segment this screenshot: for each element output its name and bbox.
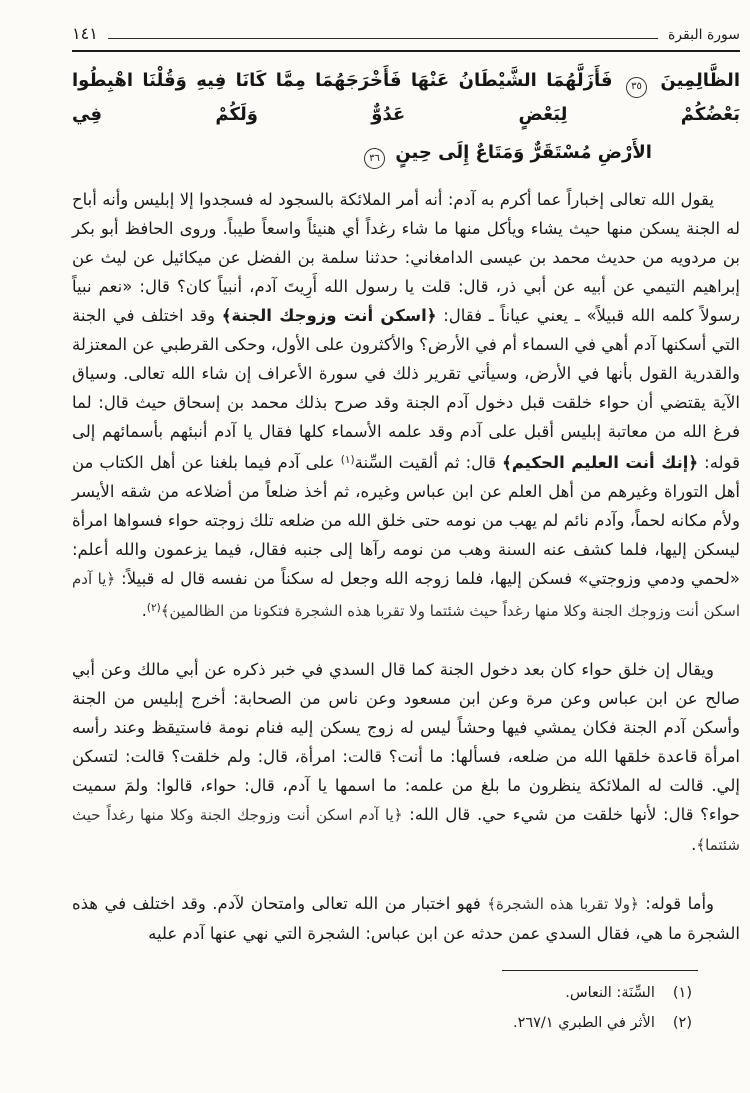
ayah-number: ٣٥ bbox=[631, 81, 642, 92]
paragraph bbox=[72, 655, 740, 860]
footnotes-list bbox=[72, 979, 740, 1038]
footnote-ref: (٢) bbox=[146, 602, 161, 614]
body-text: ويقال إن خلق حواء كان بعد دخول الجنة كما قال السدي في خبر ذكره عن أبي مالك وعن أبي صالح عن ابن عباس وعن مرة وعن ابن مسعود وعن ناس من الصحابة: أخرج إبليس من الجنة وأسكن آدم الجنة فكان يمشي فيها وحشاً ليس له زوج يسكن إليه فنام نومة فاستيقظ وعند رأسه امرأة قاعدة خلقها الله من ضلعه، فسألها: ما أنت؟ قالت: امرأة، قال: ولم خلقت؟ قالت: لتسكن إلي. قالت له الملائكة ينظرون ما بلغ من علمه: ما اسمها يا آدم، قال: حواء، قالوا: ولمَ سميت حواء؟ قال: لأنها خلقت من شيء حي. قال الله: bbox=[72, 660, 741, 824]
body-text: على آدم فيما بلغنا عن أهل الكتاب من أهل التوراة وغيرهم من أهل العلم عن ابن عباس وغيره، ثم أخذ ضلعاً من أضلاعه من شقه الأيسر ولأم مكانه لحماً، وآدم نائم لم يهب من نومه حتى خلق الله من ضلعه تلك زوجته حواء فسواها امرأة ليسكن إليها، فلما كشف عنه السنة وهب من نومه رآها إلى جنبه فقال، فيما يزعمون والله أعلم: «لحمي ودمي وزوجتي» فسكن إليها، فلما زوجه الله وجعل له سكناً من نفسه قال له قبيلاً: bbox=[72, 453, 740, 588]
body-text: . bbox=[691, 835, 697, 854]
page-number: ١٤١ bbox=[72, 24, 98, 43]
footnote-separator bbox=[502, 970, 698, 971]
footnote-number: (١) bbox=[672, 985, 692, 1001]
body-text: وقد اختلف في الجنة التي أسكنها آدم أهي في السماء أم في الأرض؟ والأكثرون على الأول، وحكى القرطبي عن المعتزلة والقدرية القول بأنها في الأرض، وسيأتي تقرير ذلك في سورة الأعراف إن شاء الله تعالى. وسياق الآية يقتضي أن حواء خلقت قبل دخول آدم الجنة وقد صرح بذلك محمد بن إسحاق حيث قال: لما فرغ الله من معاتبة إبليس أقبل على آدم وقد علمه الأسماء كلها فقال يا آدم أنبئهم بأسمائهم إلى قوله: bbox=[72, 306, 740, 472]
verse-text: فَأَزَلَّهُمَا الشَّيْطَانُ عَنْهَا فَأَخْرَجَهُمَا مِمَّا كَانَا فِيهِ وَقُلْنَا اهْبِطُوا بَعْضُكُمْ لِبَعْضٍ عَدُوٌّ وَلَكُمْ فِي bbox=[72, 70, 740, 125]
quran-quote: ﴿يا آدم اسكن أنت وزوجك الجنة وكلا منها رغداً حيث شئتما﴾ bbox=[72, 806, 740, 854]
surah-title: سورة البقرة bbox=[667, 27, 740, 43]
verse-line-1 bbox=[72, 64, 740, 131]
header-rule-thick bbox=[72, 50, 740, 52]
footnote-text: السِّنَة: النعاس. bbox=[565, 985, 655, 1001]
footnote bbox=[72, 979, 692, 1009]
footnote-text: الأثر في الطبري ٢٦٧/١. bbox=[512, 1014, 655, 1031]
verse-text: الظَّالِمِينَ bbox=[660, 70, 740, 91]
body-text: قال: ثم ألقيت السِّنة bbox=[354, 453, 503, 472]
body-text: يقول الله تعالى إخباراً عما أكرم به آدم: أنه أمر الملائكة بالسجود له فسجدوا إلا إبليس وأنه أباح له الجنة يسكن منها حيث يشاء ويأكل منها ما شاء رغداً أي هنيئاً واسعاً طيباً. وروى الحافظ أبو بكر بن مردويه من حديث محمد بن عيسى الدامغاني: حدثنا سلمة بن الفضل عن ميكائيل عن ليث عن إبراهيم التيمي عن أبيه عن أبي ذر، قال: قلت يا رسول الله أَرِيتَ آدم، أنبياً كان؟ قال: «نعم نبياً رسولاً كلمه الله قبيلاً» ـ يعني عياناً ـ فقال: bbox=[72, 190, 740, 325]
ayah-number-medallion bbox=[364, 148, 385, 169]
quran-quote: ﴿إنك أنت العليم الحكيم﴾ bbox=[502, 453, 699, 472]
body-text: . bbox=[141, 601, 147, 620]
paragraph bbox=[72, 185, 740, 626]
page-header bbox=[72, 24, 740, 43]
quran-quote: ﴿يا آدم اسكن أنت وزوجك الجنة وكلا منها رغداً حيث شئتما ولا تقربا هذه الشجرة فتكونا من الظالمين﴾ bbox=[72, 570, 740, 620]
header-rule-thin bbox=[108, 38, 658, 39]
quran-quote: ﴿اسكن أنت وزوجك الجنة﴾ bbox=[221, 306, 437, 325]
paragraph bbox=[72, 889, 740, 948]
footnote-number: (٢) bbox=[672, 1014, 692, 1031]
body-text: وأما قوله: bbox=[638, 894, 714, 913]
ayah-number-medallion bbox=[626, 77, 647, 98]
verse-line-2 bbox=[72, 136, 740, 170]
body-text: فهو اختبار من الله تعالى وامتحان لآدم. وقد اختلف في هذه الشجرة ما هي، فقال السدي عمن حدثه عن ابن عباس: الشجرة التي نهي عنها آدم عليه bbox=[72, 894, 740, 943]
verse-text: الأَرْضِ مُسْتَقَرٌّ وَمَتَاعٌ إِلَى حِينٍ bbox=[395, 141, 652, 163]
footnote-ref: (١) bbox=[340, 454, 355, 466]
quran-quote: ﴿ولا تقربا هذه الشجرة﴾ bbox=[487, 895, 639, 913]
footnotes-section bbox=[72, 970, 740, 1038]
tafsir-body bbox=[72, 185, 740, 948]
footnote bbox=[72, 1009, 692, 1039]
quran-verse-block bbox=[72, 64, 740, 169]
ayah-number: ٣٦ bbox=[369, 152, 380, 164]
